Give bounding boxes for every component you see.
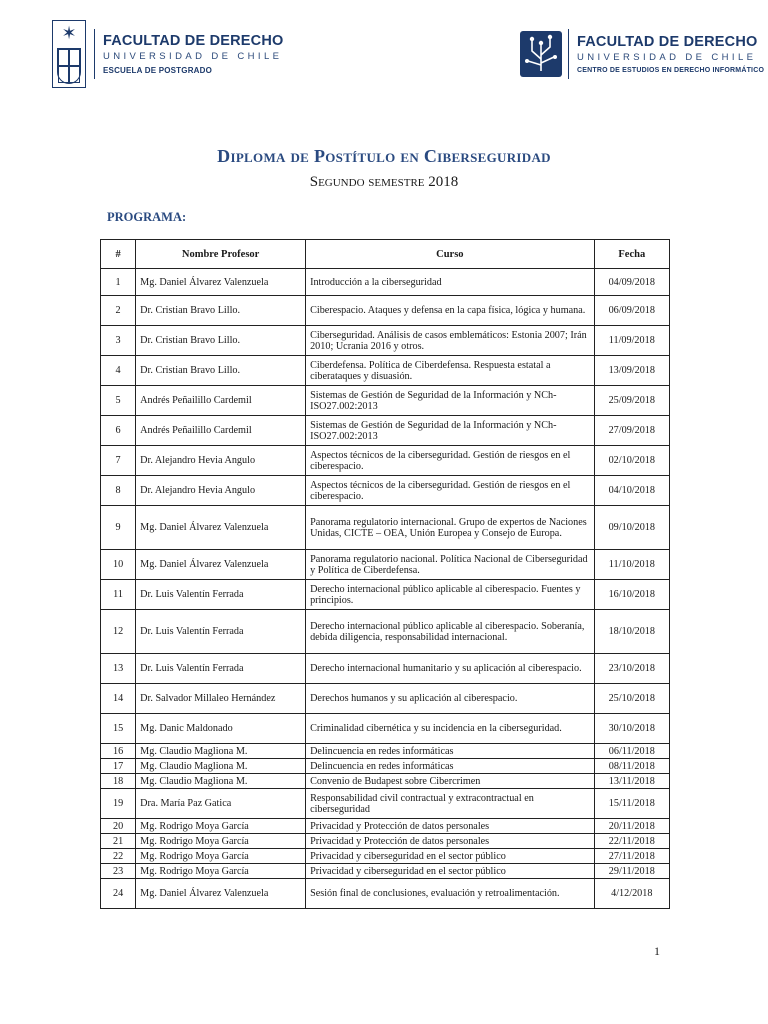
session-number: 7 [101,446,136,476]
table-row [101,744,670,759]
session-date: 08/11/2018 [594,759,669,774]
course-name: Derecho internacional público aplicable al ciberespacio. Fuentes y principios. [306,580,595,610]
document-subtitle: Segundo semestre 2018 [309,174,459,190]
table-row [101,356,670,386]
session-number: 10 [101,550,136,580]
session-number: 20 [101,819,136,834]
session-number: 14 [101,684,136,714]
course-name: Responsabilidad civil contractual y extracontractual en ciberseguridad [306,789,595,819]
session-number: 12 [101,610,136,654]
table-row [101,714,670,744]
table-row [101,326,670,356]
session-date: 29/11/2018 [594,864,669,879]
session-date: 18/10/2018 [594,610,669,654]
table-row [101,550,670,580]
table-row [101,774,670,789]
logo-centro-estudios [520,16,764,92]
session-number: 24 [101,879,136,909]
session-number: 15 [101,714,136,744]
session-number: 4 [101,356,136,386]
professor-name: Mg. Claudio Magliona M. [136,759,306,774]
brand-subtitle: UNIVERSIDAD DE CHILE [103,51,283,62]
professor-name: Dra. María Paz Gatica [136,789,306,819]
table-row [101,834,670,849]
table-row [101,654,670,684]
column-header-course: Curso [306,240,595,269]
course-name: Convenio de Budapest sobre Cibercrimen [306,774,595,789]
course-name: Delincuencia en redes informáticas [306,759,595,774]
session-date: 22/11/2018 [594,834,669,849]
professor-name: Mg. Rodrigo Moya García [136,834,306,849]
table-row [101,684,670,714]
session-date: 20/11/2018 [594,819,669,834]
session-number: 5 [101,386,136,416]
course-name: Delincuencia en redes informáticas [306,744,595,759]
column-header-professor: Nombre Profesor [136,240,306,269]
professor-name: Mg. Daniel Álvarez Valenzuela [136,269,306,296]
session-number: 1 [101,269,136,296]
session-number: 17 [101,759,136,774]
session-date: 23/10/2018 [594,654,669,684]
professor-name: Dr. Alejandro Hevia Angulo [136,446,306,476]
session-date: 11/09/2018 [594,326,669,356]
professor-name: Mg. Claudio Magliona M. [136,744,306,759]
session-date: 04/10/2018 [594,476,669,506]
professor-name: Mg. Rodrigo Moya García [136,819,306,834]
professor-name: Mg. Daniel Álvarez Valenzuela [136,879,306,909]
professor-name: Mg. Rodrigo Moya García [136,849,306,864]
professor-name: Dr. Luis Valentín Ferrada [136,610,306,654]
course-name: Privacidad y ciberseguridad en el sector público [306,864,595,879]
table-row [101,416,670,446]
session-number: 21 [101,834,136,849]
session-number: 11 [101,580,136,610]
course-name: Introducción a la ciberseguridad [306,269,595,296]
section-label: PROGRAMA: [107,210,187,224]
course-name: Derechos humanos y su aplicación al ciberespacio. [306,684,595,714]
table-row [101,386,670,416]
course-name: Derecho internacional público aplicable al ciberespacio. Soberanía, debida diligencia, responsabilidad internacional. [306,610,595,654]
course-name: Sistemas de Gestión de Seguridad de la Información y NCh-ISO27.002:2013 [306,416,595,446]
table-row [101,506,670,550]
brand-text-left [94,29,283,79]
brand-title: FACULTAD DE DERECHO [577,34,758,50]
course-name: Ciberdefensa. Política de Ciberdefensa. Respuesta estatal a ciberataques y disuasión. [306,356,595,386]
session-date: 15/11/2018 [594,789,669,819]
column-header-date: Fecha [594,240,669,269]
professor-name: Dr. Cristian Bravo Lillo. [136,326,306,356]
session-number: 8 [101,476,136,506]
course-name: Privacidad y Protección de datos personales [306,834,595,849]
table-row [101,580,670,610]
session-date: 13/11/2018 [594,774,669,789]
session-number: 22 [101,849,136,864]
brand-text-right [568,29,764,79]
session-number: 9 [101,506,136,550]
column-header-number: # [101,240,136,269]
table-header-row [101,240,670,269]
table-row [101,789,670,819]
brand-title: FACULTAD DE DERECHO [103,33,284,49]
session-number: 6 [101,416,136,446]
session-date: 09/10/2018 [594,506,669,550]
professor-name: Dr. Luis Valentín Ferrada [136,654,306,684]
professor-name: Andrés Peñailillo Cardemil [136,386,306,416]
table-row [101,446,670,476]
table-row [101,296,670,326]
course-name: Privacidad y ciberseguridad en el sector público [306,849,595,864]
document-title: Diploma de Postítulo en Ciberseguridad [217,146,551,166]
session-number: 19 [101,789,136,819]
logo-escuela-postgrado [52,16,283,92]
course-name: Sistemas de Gestión de Seguridad de la Información y NCh-ISO27.002:2013 [306,386,595,416]
table-row [101,819,670,834]
table-body [101,269,670,909]
professor-name: Dr. Alejandro Hevia Angulo [136,476,306,506]
table-row [101,610,670,654]
session-date: 11/10/2018 [594,550,669,580]
session-date: 25/10/2018 [594,684,669,714]
session-date: 06/11/2018 [594,744,669,759]
course-name: Panorama regulatorio nacional. Política Nacional de Ciberseguridad y Política de Ciberdefensa. [306,550,595,580]
table-row [101,759,670,774]
session-date: 4/12/2018 [594,879,669,909]
circuit-tree-icon [520,31,562,77]
professor-name: Mg. Rodrigo Moya García [136,864,306,879]
session-date: 30/10/2018 [594,714,669,744]
course-name: Sesión final de conclusiones, evaluación y retroalimentación. [306,879,595,909]
page-number: 1 [654,944,660,958]
university-crest-icon: ✶ [52,20,86,88]
course-name: Privacidad y Protección de datos personales [306,819,595,834]
professor-name: Mg. Daniel Álvarez Valenzuela [136,550,306,580]
table-row [101,476,670,506]
session-number: 13 [101,654,136,684]
professor-name: Andrés Peñailillo Cardemil [136,416,306,446]
professor-name: Mg. Daniel Álvarez Valenzuela [136,506,306,550]
session-number: 3 [101,326,136,356]
table-row [101,864,670,879]
brand-subtitle: UNIVERSIDAD DE CHILE [577,52,757,63]
program-table [100,239,670,909]
session-date: 02/10/2018 [594,446,669,476]
course-name: Criminalidad cibernética y su incidencia en la ciberseguridad. [306,714,595,744]
course-name: Ciberseguridad. Análisis de casos emblemáticos: Estonia 2007; Irán 2010; Ucrania 2016 y otros. [306,326,595,356]
session-date: 27/09/2018 [594,416,669,446]
course-name: Ciberespacio. Ataques y defensa en la capa física, lógica y humana. [306,296,595,326]
course-name: Aspectos técnicos de la ciberseguridad. Gestión de riesgos en el ciberespacio. [306,446,595,476]
table-row [101,879,670,909]
professor-name: Mg. Danic Maldonado [136,714,306,744]
session-number: 18 [101,774,136,789]
session-number: 2 [101,296,136,326]
brand-unit: ESCUELA DE POSTGRADO [103,66,213,75]
session-date: 13/09/2018 [594,356,669,386]
professor-name: Dr. Luis Valentín Ferrada [136,580,306,610]
session-date: 25/09/2018 [594,386,669,416]
brand-unit: CENTRO DE ESTUDIOS EN DERECHO INFORMÁTICO [577,67,765,74]
table-row [101,849,670,864]
session-date: 06/09/2018 [594,296,669,326]
professor-name: Dr. Cristian Bravo Lillo. [136,356,306,386]
professor-name: Dr. Cristian Bravo Lillo. [136,296,306,326]
session-date: 27/11/2018 [594,849,669,864]
session-date: 04/09/2018 [594,269,669,296]
session-number: 16 [101,744,136,759]
table-row [101,269,670,296]
session-date: 16/10/2018 [594,580,669,610]
professor-name: Dr. Salvador Millaleo Hernández [136,684,306,714]
course-name: Derecho internacional humanitario y su aplicación al ciberespacio. [306,654,595,684]
course-name: Aspectos técnicos de la ciberseguridad. Gestión de riesgos en el ciberespacio. [306,476,595,506]
session-number: 23 [101,864,136,879]
course-name: Panorama regulatorio internacional. Grupo de expertos de Naciones Unidas, CICTE – OEA, Unión Europea y Consejo de Europa. [306,506,595,550]
professor-name: Mg. Claudio Magliona M. [136,774,306,789]
